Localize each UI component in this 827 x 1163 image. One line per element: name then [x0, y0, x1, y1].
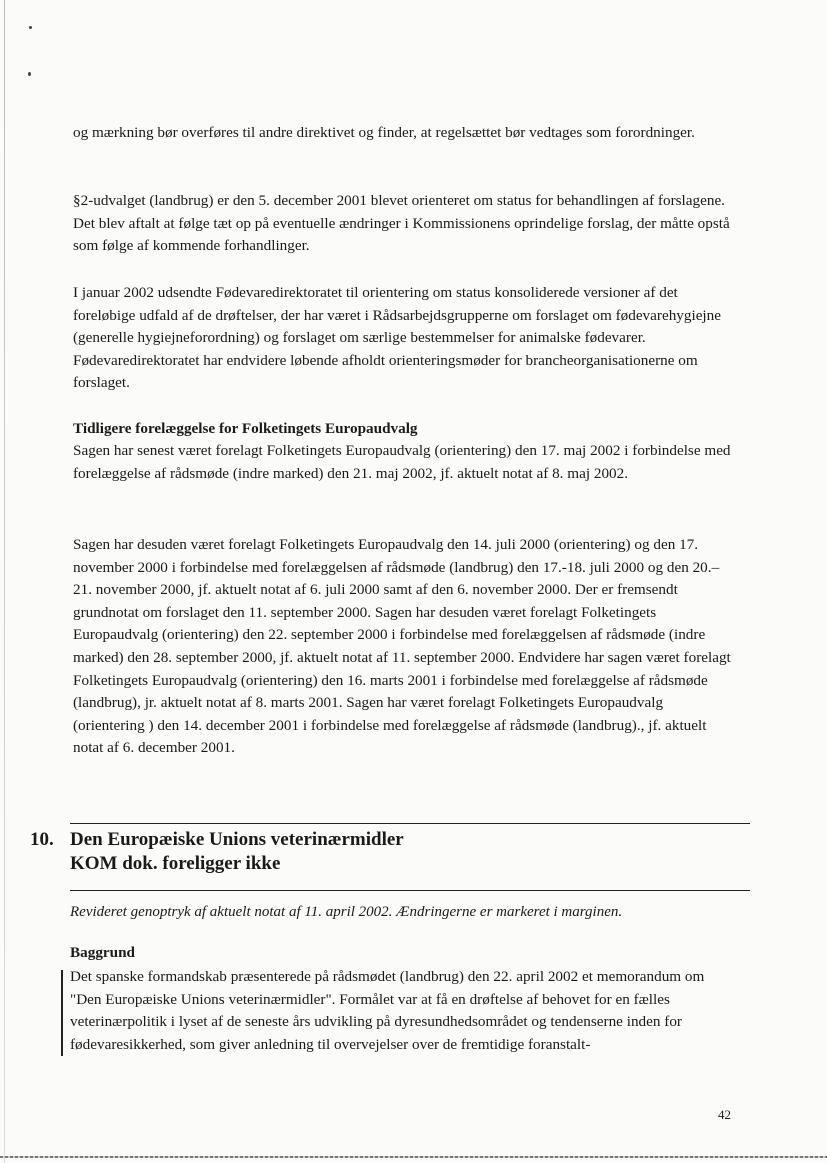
scan-left-edge	[4, 0, 5, 1163]
scan-speck	[28, 72, 31, 76]
europaudvalg-heading: Tidligere forelæggelse for Folketingets Europaudvalg	[73, 420, 418, 437]
section-title	[70, 828, 404, 876]
section-bottom-rule	[70, 890, 750, 891]
revision-note: Revideret genoptryk af aktuelt notat af 11. april 2002. Ændringerne er markeret i marginen.	[70, 904, 623, 920]
change-margin-marker	[61, 970, 63, 1056]
paragraph-udvalget: §2-udvalget (landbrug) er den 5. december 2001 blevet orienteret om status for behandlingen af forslagene. Det blev aftalt at følge tæt op på eventuelle ændringer i Kommissionens oprindelige forslag, der måtte opstå som følge af kommende forhandlinger.	[73, 192, 730, 255]
section-title-line-1: Den Europæiske Unions veterinærmidler	[70, 829, 404, 850]
europaudvalg-paragraph-1: Sagen har senest været forelagt Folketingets Europaudvalg (orientering) den 17. maj 2002 i forbindelse med forelæggelse af rådsmøde (indre marked) den 21. maj 2002, jf. aktuelt notat af 8. maj 2002.	[73, 442, 731, 482]
section-title-line-2: KOM dok. foreligger ikke	[70, 853, 281, 874]
scan-speck	[29, 26, 32, 29]
page-number: 42	[718, 1107, 731, 1122]
europaudvalg-paragraph-2: Sagen har desuden været forelagt Folketingets Europaudvalg den 14. juli 2000 (orientering) og den 17. november 2000 i forbindelse med forelæggelsen af rådsmøde (landbrug) den 17.-18. juli 2000 og den 20.– 21. november 2000, jf. aktuelt notat af 6. juli 2000 samt af den 6. november 2000. Der er fremsendt grundnotat om forslaget den 11. september 2000. Sagen har desuden været forelagt Folketingets Europaudvalg (orientering) den 22. september 2000 i forbindelse med forelæggelsen af rådsmøde (indre marked) den 28. september 2000, jf. aktuelt notat af 11. september 2000. Endvidere har sagen været forelagt Folketingets Europaudvalg (orientering) den 16. marts 2001 i forbindelse med forelæggelse af rådsmøde (landbrug), jr. aktuelt notat af 8. marts 2001. Sagen har været forelagt Folketingets Europaudvalg (orientering ) den 14. december 2001 i forbindelse med forelæggelse af rådsmøde (landbrug)., jf. aktuelt notat af 6. december 2001.	[73, 536, 731, 757]
paragraph-continuation: og mærkning bør overføres til andre direktivet og finder, at regelsættet bør vedtages som forordninger.	[73, 124, 695, 141]
paragraph-fodevaredirektoratet: I januar 2002 udsendte Fødevaredirektoratet til orientering om status konsoliderede versioner af det foreløbige udfald af de drøftelser, der har været i Rådsarbejdsgrupperne om forslaget om fødevarehygiejne (generelle hygiejneforordning) og forslaget om særlige bestemmelser for animalske fødevarer. Fødevaredirektoratet har endvidere løbende afholdt orienteringsmøder for brancheorganisationerne om forslaget.	[73, 284, 721, 392]
baggrund-heading: Baggrund	[70, 944, 135, 961]
baggrund-paragraph: Det spanske formandskab præsenterede på rådsmødet (landbrug) den 22. april 2002 et memorandum om "Den Europæiske Unions veterinærmidler". Formålet var at få en drøftelse af behovet for en fælles veterinærpolitik i lyset af de seneste års udvikling på dyresundhedsområdet og tendenserne inden for fødevaresikkerhed, som giver anledning til overvejelser over de fremtidige foranstalt-	[70, 968, 705, 1053]
section-top-rule	[70, 823, 750, 824]
scan-bottom-edge	[0, 1156, 827, 1158]
section-number: 10.	[30, 829, 54, 850]
